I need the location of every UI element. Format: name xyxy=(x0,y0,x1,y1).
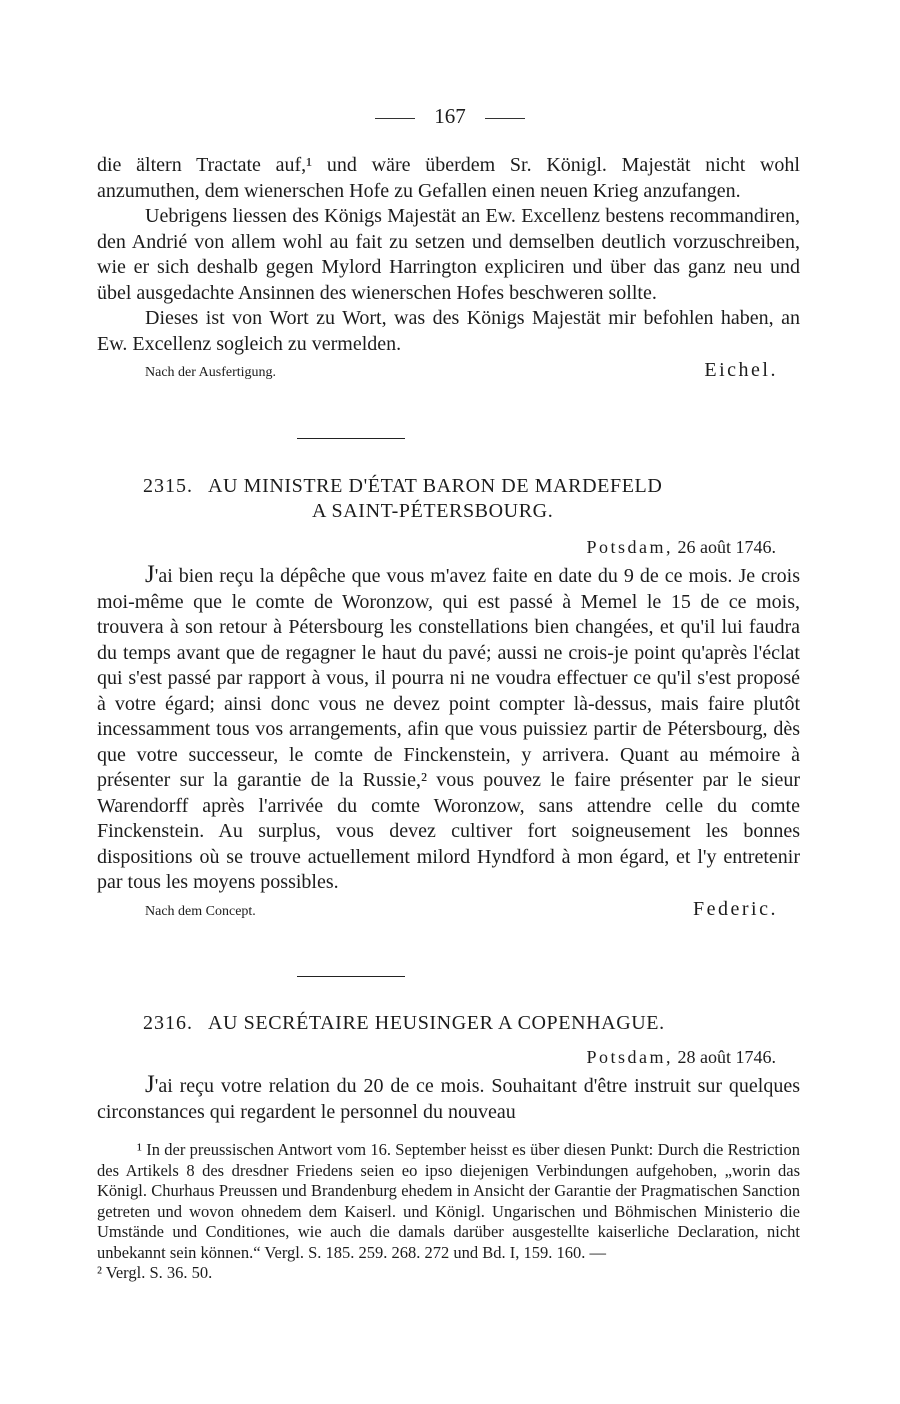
letter-body xyxy=(97,562,800,926)
divider-rule xyxy=(297,438,405,439)
source-note: Nach der Ausfertigung. xyxy=(145,365,277,380)
letter-addressee: AU SECRÉTAIRE HEUSINGER A COPENHAGUE. xyxy=(208,1012,665,1034)
dateline-date: 26 août 1746. xyxy=(677,537,776,557)
letter-number: 2315. xyxy=(143,475,193,497)
divider-rule xyxy=(297,976,405,977)
letter-heading-line-1 xyxy=(0,475,900,498)
dateline-place: Potsdam, xyxy=(586,1047,673,1067)
dateline-date: 28 août 1746. xyxy=(677,1047,776,1067)
letter-addressee: AU MINISTRE D'ÉTAT BARON DE MARDEFELD xyxy=(208,475,663,497)
letter-paragraph xyxy=(97,1072,800,1125)
source-note: Nach dem Concept. xyxy=(145,903,256,919)
signature: Eichel. xyxy=(704,359,778,381)
letter-number: 2316. xyxy=(143,1012,193,1034)
page-number-dash-right xyxy=(485,118,525,119)
paragraph: Uebrigens liessen des Königs Majestät an Ew. Excellenz bestens recommandiren, den Andrié von allem wohl au fait zu setzen und demselben deutlich vorzuschreiben, wie er sich deshalb gegen Mylord Harrington expliciren und über das ganz neu und übel ausgedachte Ansinnen des wienerschen Hofes beschweren sollte. xyxy=(97,205,800,304)
letter-paragraph xyxy=(97,562,800,896)
initial-letter: J xyxy=(145,1071,155,1098)
signature: Federic. xyxy=(693,897,778,920)
page-number-dash-left xyxy=(375,118,415,119)
dateline-place: Potsdam, xyxy=(586,537,673,557)
dateline xyxy=(586,1047,776,1068)
letter-heading-line-1 xyxy=(0,1012,900,1035)
initial-letter: J xyxy=(145,561,155,588)
footnote-1: ¹ In der preussischen Antwort vom 16. September heisst es über diesen Punkt: Durch die Restriction des Artikels 8 des dresdner Friedens seien eo ipso diejenigen Verbindungen aufgehoben, „worin das Königl. Churhaus Preussen und Brandenburg ehedem in Ansicht der Garantie der Pragmatischen Sanction getreten und wovon ohnedem dem Kaiserl. und Königl. Ungarischen und Böhmischen Ministerio die Umstände und Conditiones, wie auch die damals darüber ausgestellte kaiserliche Declaration, nicht unbekannt sein können.“ Vergl. S. 185. 259. 268. 272 und Bd. I, 159. 160. — xyxy=(97,1140,800,1262)
source-signature-line xyxy=(97,357,800,387)
letter-body xyxy=(97,1072,800,1125)
footnotes xyxy=(97,1140,800,1284)
source-signature-line xyxy=(97,896,800,926)
letter-destination: A SAINT-PÉTERSBOURG. xyxy=(312,500,554,522)
letter-heading xyxy=(0,1012,900,1035)
letter-text: 'ai bien reçu la dépêche que vous m'avez faite en date du 9 de ce mois. Je crois moi-même que le comte de Woronzow, qui est passé à Memel le 15 de ce mois, trouvera à son retour à Pétersbourg les constellations bien changées, et qu'il lui faudra du temps avant que de regagner le haut du pavé; aussi ne crois-je point qu'après l'éclat qui s'est passé par rapport à vous, il pourra ni ne voudra effectuer ce qu'il s'est proposé à votre égard; ainsi donc vous ne devez point compter là-dessus, mais faire plutôt incessamment tous vos arrangements, afin que vous puissiez partir de Pétersbourg, dès que votre successeur, le comte de Finckenstein, y arrivera. Quant au mémoire à présenter sur la garantie de la Russie,² vous pouvez le faire présenter par le sieur Warendorff après l'arrivée du comte Woronzow, sans attendre celle du comte Finckenstein. Au surplus, vous devez cultiver fort soigneusement les bonnes dispositions où se trouve actuellement milord Hyndford à mon égard, et l'y entretenir par tous les moyens possibles. xyxy=(97,565,800,893)
paragraph: Dieses ist von Wort zu Wort, was des Königs Majestät mir befohlen haben, an Ew. Excellenz sogleich zu vermelden. xyxy=(97,307,800,355)
paragraph: die ältern Tractate auf,¹ und wäre überdem Sr. Königl. Majestät nicht wohl anzumuthen, dem wienerschen Hofe zu Gefallen einen neuen Krieg anzufangen. xyxy=(97,154,800,202)
dateline xyxy=(586,537,776,558)
letter-heading xyxy=(0,475,900,523)
page-number: 167 xyxy=(434,104,466,128)
page-number-line xyxy=(0,104,900,129)
continuation-text xyxy=(97,153,800,387)
footnote-2: ² Vergl. S. 36. 50. xyxy=(97,1263,213,1282)
letter-text: 'ai reçu votre relation du 20 de ce mois. Souhaitant d'être instruit sur quelques circonstances qui regardent le personnel du nouveau xyxy=(97,1075,800,1123)
